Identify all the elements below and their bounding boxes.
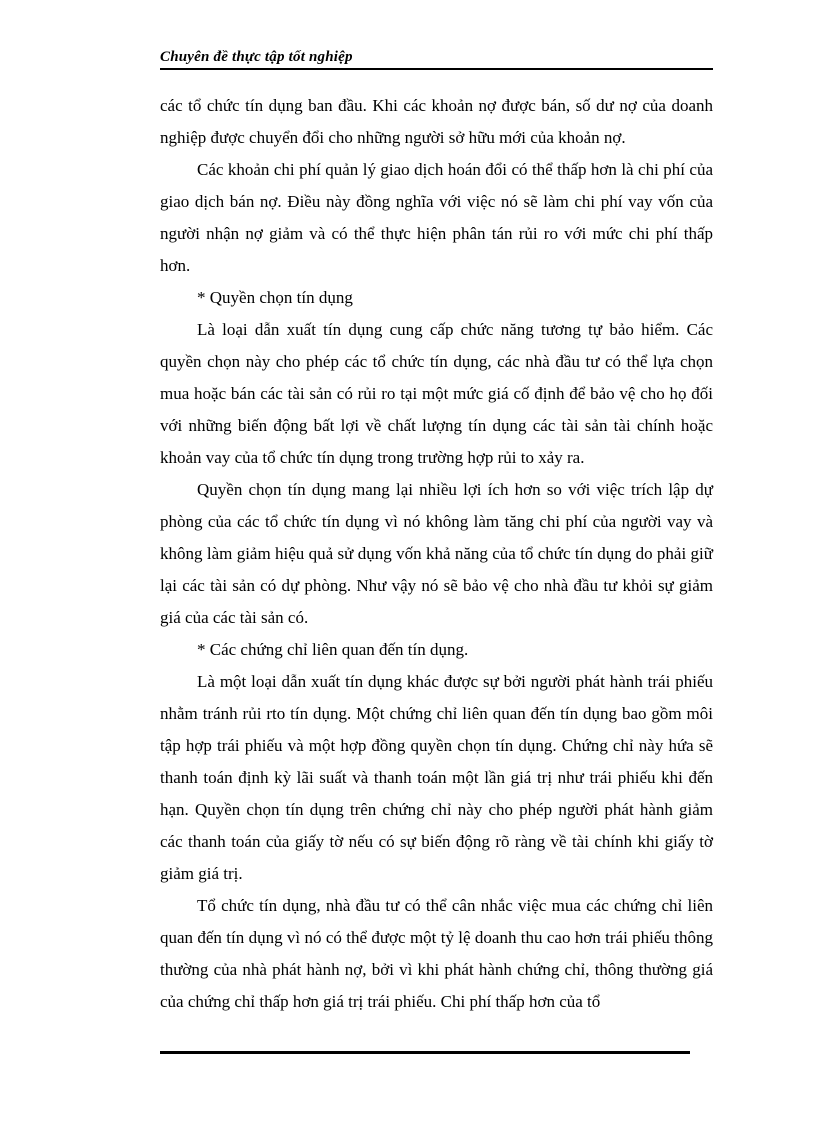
section-heading-credit-linked-notes: * Các chứng chỉ liên quan đến tín dụng. [197,640,469,659]
paragraph-credit-options-benefits: Quyền chọn tín dụng mang lại nhiều lợi ích hơn so với việc trích lập dự phòng của các tổ chức tín dụng vì nó không làm tăng chi phí của người vay và không làm giảm hiệu quả sử dụng vốn khả năng của tổ chức tín dụng do phải giữ lại các tài sản có dự phòng. Như vậy nó sẽ bảo vệ cho nhà đầu tư khỏi sự giảm giá của các tài sản có. [160,480,713,627]
document-body [160,90,713,1018]
footer-divider [160,1051,690,1054]
paragraph-continuation: các tổ chức tín dụng ban đầu. Khi các khoản nợ được bán, số dư nợ của doanh nghiệp được chuyển đổi cho những người sở hữu mới của khoản nợ. [160,96,713,147]
page-header [160,46,713,70]
header-title: Chuyên đề thực tập tốt nghiệp [160,49,353,65]
paragraph-credit-linked-notes-investors: Tổ chức tín dụng, nhà đầu tư có thể cân nhắc việc mua các chứng chỉ liên quan đến tín dụng vì nó có thể được một tỷ lệ doanh thu cao hơn trái phiếu thông thường của nhà phát hành nợ, bởi vì khi phát hành chứng chỉ, thông thường giá của chứng chỉ thấp hơn giá trị trái phiếu. Chi phí thấp hơn của tổ [160,896,713,1011]
section-heading-credit-options: * Quyền chọn tín dụng [197,288,353,307]
paragraph-credit-options-definition: Là loại dẫn xuất tín dụng cung cấp chức năng tương tự bảo hiểm. Các quyền chọn này cho phép các tổ chức tín dụng, các nhà đầu tư có thể lựa chọn mua hoặc bán các tài sản có rủi ro tại một mức giá cố định để bảo vệ cho họ đối với những biến động bất lợi về chất lượng tín dụng các tài sản tài chính hoặc khoản vay của tổ chức tín dụng trong trường hợp rủi to xảy ra. [160,320,713,467]
paragraph-credit-linked-notes-definition: Là một loại dẫn xuất tín dụng khác được sự bởi người phát hành trái phiếu nhằm tránh rủi rto tín dụng. Một chứng chỉ liên quan đến tín dụng bao gồm môi tập hợp trái phiếu và một hợp đồng quyền chọn tín dụng. Chứng chỉ này hứa sẽ thanh toán định kỳ lãi suất và thanh toán một lần giá trị như trái phiếu khi đến hạn. Quyền chọn tín dụng trên chứng chỉ này cho phép người phát hành giảm các thanh toán của giấy tờ nếu có sự biến động rõ ràng về tài chính khi giấy tờ giảm giá trị. [160,672,713,883]
header-divider [160,68,713,70]
paragraph-swap-costs: Các khoản chi phí quản lý giao dịch hoán đổi có thể thấp hơn là chi phí của giao dịch bán nợ. Điều này đồng nghĩa với việc nó sẽ làm chi phí vay vốn của người nhận nợ giảm và có thể thực hiện phân tán rủi ro với mức chi phí thấp hơn. [160,160,713,275]
